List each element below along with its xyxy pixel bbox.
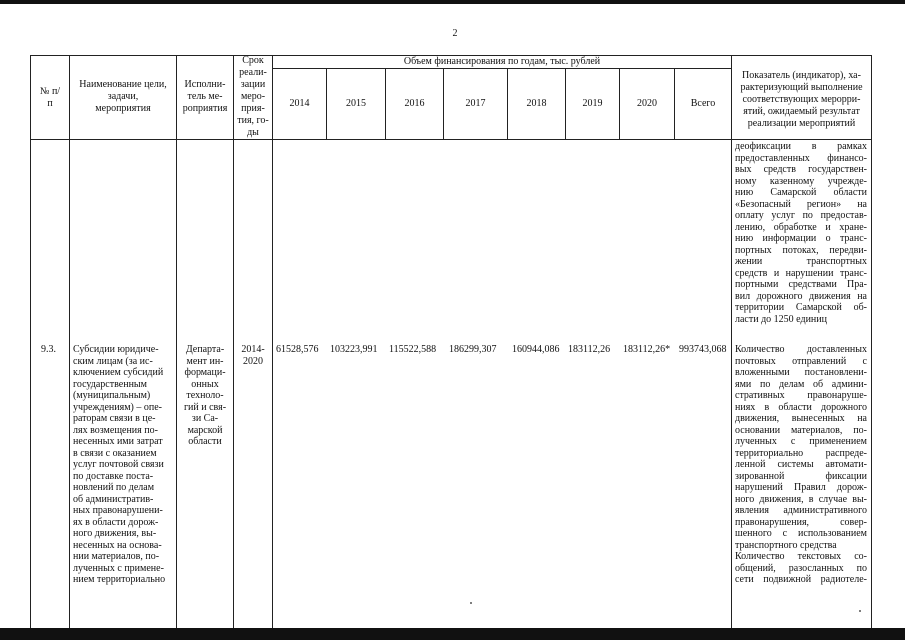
header-term-line: зации [240, 79, 266, 90]
bottom-scan-border [0, 628, 905, 640]
text-line: ленной системы автомати- [735, 459, 867, 470]
header-term-line: прия- [241, 103, 265, 114]
header-indicator-line: Показатель (индикатор), ха- [742, 70, 861, 81]
text-line: жении транспортных [735, 256, 867, 267]
text-line: лению, обработке и хране- [735, 221, 867, 233]
text-line: транспортного средства [735, 539, 837, 551]
text-line: правонарушения, совер- [735, 516, 867, 528]
text-line: услуг почтовой связи [73, 459, 164, 470]
value-2014: 61528,576 [276, 344, 319, 355]
row-indicator [735, 344, 867, 586]
header-year-2020: 2020 [637, 98, 657, 109]
value-2018: 160944,086 [512, 344, 560, 355]
header-num [31, 86, 69, 110]
text-line: раторам связи в це- [73, 413, 156, 424]
header-year-2016: 2016 [404, 98, 425, 109]
text-line: движения, вынесенных на [735, 413, 867, 424]
row-number: 9.3. [41, 344, 56, 355]
top-scan-border [0, 0, 905, 4]
text-line: ному казенному учрежде- [735, 175, 867, 187]
value-2019: 183112,26 [568, 344, 611, 355]
text-line: деофиксации в рамках [735, 141, 867, 152]
header-year-2018: 2018 [526, 98, 547, 109]
text-line: лях возмещения по- [73, 424, 158, 436]
header-name [70, 79, 176, 116]
text-line: зи Са- [191, 413, 219, 424]
text-line: нию информации о транс- [735, 233, 867, 244]
header-term-line: реали- [239, 67, 267, 78]
text-line: ниях в области дорожного [735, 401, 867, 413]
scan-speck [859, 610, 861, 612]
text-line: Субсидии юридиче- [73, 344, 159, 355]
text-line: гий и свя- [183, 401, 227, 413]
header-executor-line: Исполни- [184, 79, 226, 90]
text-line: портных потоках, передви- [735, 244, 867, 256]
text-line: территориально распреде- [735, 447, 867, 459]
text-line: онных [191, 378, 219, 390]
text-line: нием территориально [73, 574, 166, 585]
scan-speck [470, 602, 472, 604]
text-line: 2020 [243, 355, 263, 367]
text-line: лученных с примене- [73, 562, 164, 574]
value-2016: 115522,588 [389, 344, 437, 355]
header-term-line: ды [247, 127, 259, 138]
text-line: формаци- [184, 367, 226, 378]
text-line: Количество доставленных [735, 344, 867, 355]
value-2017: 186299,307 [449, 344, 497, 355]
header-indicator-line: ятий, ожидаемый результат [743, 106, 860, 117]
text-line: Департа- [185, 344, 225, 355]
header-year-2014: 2014 [289, 98, 310, 109]
text-line: нарушений Правил дорож- [735, 482, 867, 493]
row-term [234, 344, 272, 367]
text-line: явления административного [735, 505, 867, 516]
text-line: ключением субсидий [73, 367, 164, 378]
header-indicator-line: рактеризующий выполнение [740, 82, 863, 93]
text-line: мент ин- [186, 355, 224, 367]
header-num-text: № п/п [39, 86, 61, 110]
header-indicator [732, 70, 871, 130]
text-line: шенного с использованием [735, 528, 867, 539]
text-line: несенных на основа- [73, 539, 162, 551]
text-line: почтовых отправлений с [735, 355, 867, 367]
text-line: нии материалов, по- [73, 551, 160, 562]
text-line: ных правонарушени- [73, 505, 163, 516]
text-line: по доставке поста- [73, 470, 154, 482]
continuation-indicator [735, 141, 867, 325]
header-executor-line: роприятия [182, 103, 228, 115]
text-line: (муниципальным) [73, 390, 151, 401]
header-term-line: Срок [242, 55, 264, 66]
text-line: государственным [73, 378, 147, 390]
text-line: ским лицам (за ис- [73, 355, 153, 367]
header-executor-line: тель ме- [187, 91, 223, 103]
text-line: основании материалов, по- [735, 424, 867, 436]
text-line: территории Самарской об- [735, 302, 867, 313]
text-line: стративных правонаруше- [735, 390, 867, 401]
value-2015: 103223,991 [330, 344, 378, 355]
header-term [234, 55, 272, 139]
header-term-line: меро- [240, 91, 266, 102]
text-line: общений, разосланных по [735, 562, 867, 574]
text-line: предоставленных финансо- [735, 152, 867, 164]
text-line: об административ- [73, 493, 154, 505]
text-line: зированной фиксации [735, 470, 867, 482]
text-line: нию Самарской области [735, 187, 867, 198]
text-line: ласти до 1250 единиц [735, 313, 827, 325]
text-line: в связи с оказанием [73, 447, 157, 459]
text-line: несенных ими затрат [73, 436, 163, 447]
text-line: вых средств государствен- [735, 164, 867, 175]
text-line: ного движения, вы- [73, 528, 157, 539]
header-term-line: тия, го- [237, 115, 269, 126]
text-line: портными средствами Пра- [735, 279, 867, 290]
page-number: 2 [452, 28, 458, 39]
header-total: Всего [690, 98, 716, 109]
text-line: вложенными постановлени- [735, 367, 867, 378]
row-executor [177, 344, 233, 448]
header-name-line: задачи, [107, 91, 139, 103]
header-name-line: мероприятия [95, 103, 151, 115]
text-line: учреждениям) – опе- [73, 401, 162, 413]
text-line: техноло- [186, 390, 224, 401]
header-executor [177, 79, 233, 116]
text-line: марской [187, 424, 223, 436]
text-line: «Безопасный регион» на [735, 198, 867, 210]
text-line: лученных с применением [735, 436, 867, 447]
text-line: новлений по делам [73, 482, 155, 493]
header-funding-group: Объем финансирования по годам, тыс. рублей [403, 56, 601, 67]
header-year-2019: 2019 [582, 98, 603, 109]
text-line: вил дорожного движения на [735, 290, 867, 302]
text-line: сети подвижной радиотеле- [735, 574, 867, 585]
text-line: Количество текстовых со- [735, 551, 867, 562]
text-line: 2014- [241, 344, 265, 355]
header-year-2017: 2017 [465, 98, 486, 109]
header-indicator-line: соответствующих мероpри- [742, 94, 861, 105]
row-name [73, 344, 175, 586]
value-2020: 183112,26* [623, 344, 671, 355]
value-total: 993743,068 [679, 344, 727, 355]
header-indicator-line: реализации мероприятий [747, 118, 856, 129]
text-line: средств и нарушении транс- [735, 267, 867, 279]
text-line: оплату услуг по предостав- [735, 210, 867, 221]
text-line: ях в области дорож- [73, 516, 159, 528]
text-line: области [188, 436, 222, 447]
text-line: ного движения, в случае вы- [735, 493, 867, 505]
header-year-2015: 2015 [346, 98, 366, 109]
header-name-line: Наименование цели, [79, 79, 167, 90]
text-line: ями по делам об админи- [735, 378, 867, 390]
